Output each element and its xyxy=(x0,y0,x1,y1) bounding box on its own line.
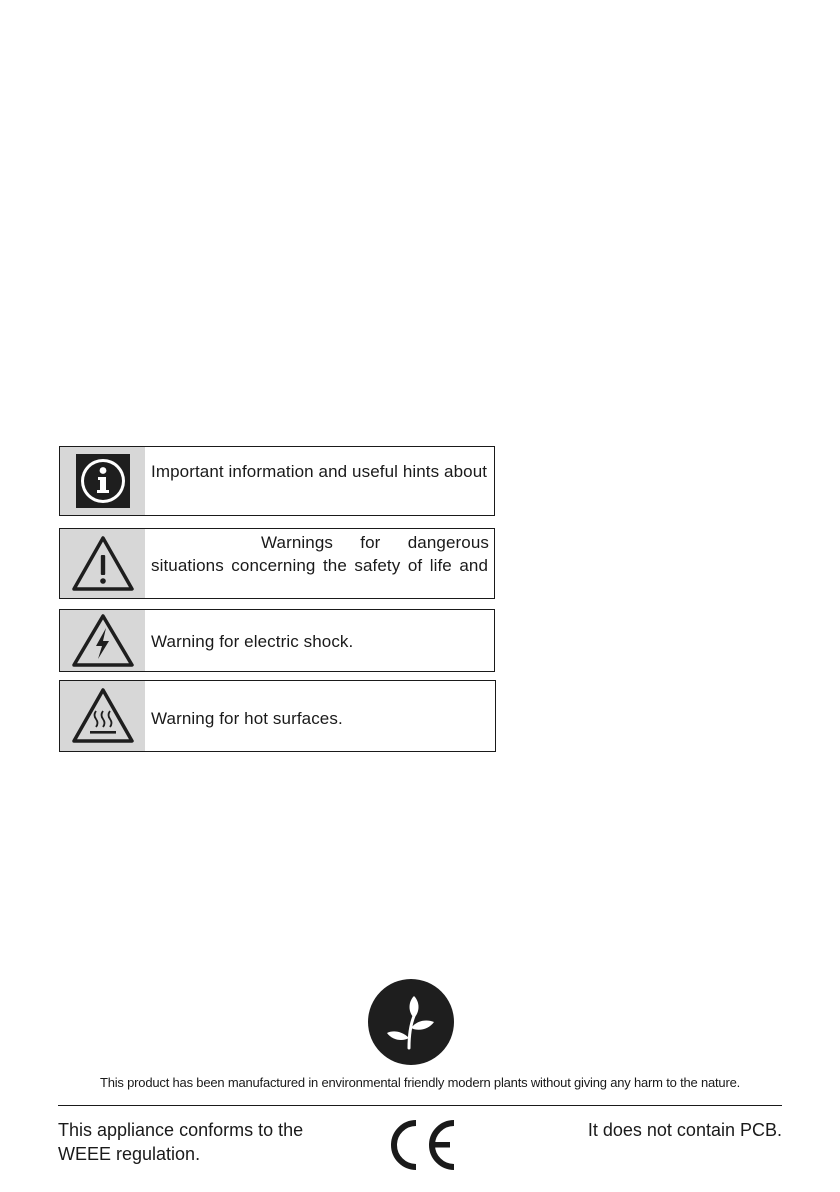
electric-shock-icon xyxy=(71,613,135,669)
shock-icon-cell xyxy=(60,610,145,671)
danger-notice-box xyxy=(59,528,495,599)
danger-text-line1-content: Warnings for dangerous xyxy=(261,533,489,552)
eco-leaf-icon xyxy=(368,979,454,1065)
hot-text: Warning for hot surfaces. xyxy=(151,709,343,728)
weee-line1: This appliance conforms to the xyxy=(58,1120,304,1140)
hot-notice-box xyxy=(59,680,496,752)
pcb-statement: It does not contain PCB. xyxy=(587,1120,782,1140)
danger-icon-cell xyxy=(60,529,145,598)
shock-text: Warning for electric shock. xyxy=(151,632,354,651)
danger-text-line2: situations concerning the safety of life and xyxy=(151,556,488,575)
warning-triangle-icon xyxy=(71,535,135,593)
weee-line2: WEEE regulation. xyxy=(58,1144,201,1164)
info-icon xyxy=(74,452,132,510)
ce-mark-icon xyxy=(382,1116,458,1174)
weee-statement xyxy=(58,1118,303,1166)
info-text: Important information and useful hints about xyxy=(151,462,488,481)
hot-icon-cell xyxy=(60,681,145,751)
shock-notice-box xyxy=(59,609,495,672)
info-icon-cell xyxy=(60,447,145,515)
environment-statement: This product has been manufactured in environmental friendly modern plants without giving any harm to the nature. xyxy=(99,1075,741,1090)
footer-divider xyxy=(58,1105,782,1106)
danger-text-line1 xyxy=(151,531,488,554)
eco-leaf-glyph xyxy=(381,992,441,1052)
hot-surface-icon xyxy=(71,687,135,745)
info-notice-box xyxy=(59,446,495,516)
